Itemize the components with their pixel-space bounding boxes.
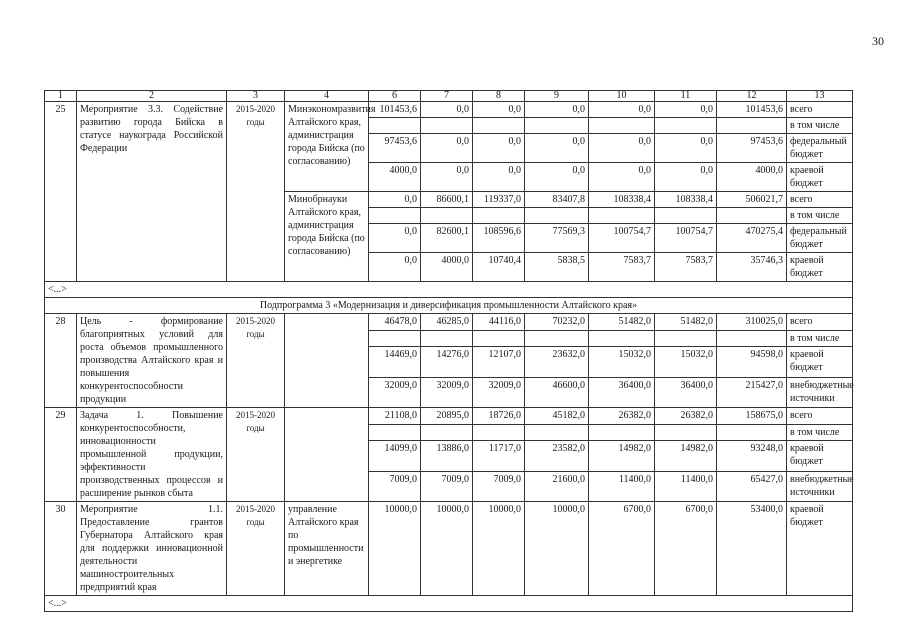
- value-cell: 215427,0: [717, 377, 787, 407]
- budget-source-cell: всего: [787, 408, 853, 425]
- budget-source-cell: внебюджетные источники: [787, 471, 853, 501]
- value-cell: [717, 330, 787, 347]
- value-cell: 7009,0: [369, 471, 421, 501]
- value-cell: 51482,0: [655, 314, 717, 331]
- budget-source-cell: краевой бюджет: [787, 502, 853, 596]
- value-cell: 108338,4: [589, 192, 655, 208]
- value-cell: 51482,0: [589, 314, 655, 331]
- header-cell: 7: [421, 91, 473, 102]
- value-cell: 0,0: [369, 192, 421, 208]
- value-cell: 5838,5: [525, 253, 589, 282]
- measure-name: Мероприятие 1.1. Предоставление грантов Губернатора Алтайского края для поддержки инновационной деятельности машиностроительных предприятий края: [77, 502, 227, 596]
- value-cell: [525, 330, 589, 347]
- value-cell: 36400,0: [589, 377, 655, 407]
- value-cell: 15032,0: [589, 347, 655, 377]
- budget-source-cell: краевой бюджет: [787, 347, 853, 377]
- value-cell: 11400,0: [655, 471, 717, 501]
- value-cell: 14982,0: [655, 441, 717, 471]
- value-cell: 14982,0: [589, 441, 655, 471]
- value-cell: 65427,0: [717, 471, 787, 501]
- value-cell: 0,0: [655, 163, 717, 192]
- value-cell: 12107,0: [473, 347, 525, 377]
- value-cell: [473, 118, 525, 134]
- value-cell: [717, 424, 787, 441]
- value-cell: 101453,6: [369, 102, 421, 118]
- value-cell: 119337,0: [473, 192, 525, 208]
- value-cell: 15032,0: [655, 347, 717, 377]
- value-cell: 0,0: [421, 102, 473, 118]
- budget-source-cell: в том числе: [787, 424, 853, 441]
- value-cell: 0,0: [421, 163, 473, 192]
- measure-name: Мероприятие 3.3. Содействие развитию города Бийска в статусе наукограда Российской Федерации: [77, 102, 227, 282]
- value-cell: 83407,8: [525, 192, 589, 208]
- value-cell: [655, 208, 717, 224]
- value-cell: 26382,0: [589, 408, 655, 425]
- value-cell: [473, 330, 525, 347]
- value-cell: [589, 118, 655, 134]
- value-cell: 7009,0: [473, 471, 525, 501]
- value-cell: 108338,4: [655, 192, 717, 208]
- header-cell: 10: [589, 91, 655, 102]
- value-cell: 10000,0: [525, 502, 589, 596]
- page-number: 30: [872, 34, 884, 48]
- value-cell: 0,0: [473, 102, 525, 118]
- executor: [285, 408, 369, 502]
- measure-name: Задача 1. Повышение конкурентоспособности, инновационности промышленной продукции, эффективности производственных процессов и расширение рынков сбыта: [77, 408, 227, 502]
- value-cell: 310025,0: [717, 314, 787, 331]
- value-cell: 0,0: [525, 163, 589, 192]
- period: 2015-2020 годы: [227, 502, 285, 596]
- ellipsis-row: [45, 282, 853, 298]
- value-cell: 0,0: [473, 134, 525, 163]
- value-cell: 35746,3: [717, 253, 787, 282]
- period: 2015-2020 годы: [227, 408, 285, 502]
- budget-source-cell: всего: [787, 314, 853, 331]
- value-cell: [525, 424, 589, 441]
- value-cell: 0,0: [421, 134, 473, 163]
- value-cell: [369, 118, 421, 134]
- value-cell: [589, 330, 655, 347]
- header-cell: 13: [787, 91, 853, 102]
- executor: Минэкономразвития Алтайского края, администрация города Бийска (по согласованию): [285, 102, 369, 192]
- header-cell: 6: [369, 91, 421, 102]
- value-cell: 10740,4: [473, 253, 525, 282]
- executor: [285, 314, 369, 408]
- row-number: 29: [45, 408, 77, 502]
- value-cell: 0,0: [369, 253, 421, 282]
- value-cell: 18726,0: [473, 408, 525, 425]
- value-cell: 14276,0: [421, 347, 473, 377]
- value-cell: 32009,0: [369, 377, 421, 407]
- header-row: [45, 91, 853, 102]
- value-cell: 4000,0: [369, 163, 421, 192]
- budget-source-cell: всего: [787, 192, 853, 208]
- budget-source-cell: в том числе: [787, 208, 853, 224]
- value-cell: [525, 208, 589, 224]
- subprogram-row: [45, 298, 853, 314]
- value-cell: 53400,0: [717, 502, 787, 596]
- value-cell: [473, 424, 525, 441]
- value-cell: 4000,0: [717, 163, 787, 192]
- header-cell: 9: [525, 91, 589, 102]
- value-cell: [421, 330, 473, 347]
- value-cell: 46600,0: [525, 377, 589, 407]
- value-cell: [421, 424, 473, 441]
- value-cell: 14469,0: [369, 347, 421, 377]
- value-cell: 100754,7: [655, 224, 717, 253]
- value-cell: 10000,0: [421, 502, 473, 596]
- table-row: [45, 502, 853, 596]
- value-cell: 36400,0: [655, 377, 717, 407]
- value-cell: 470275,4: [717, 224, 787, 253]
- value-cell: 23582,0: [525, 441, 589, 471]
- value-cell: 93248,0: [717, 441, 787, 471]
- period: 2015-2020 годы: [227, 314, 285, 408]
- budget-source-cell: краевой бюджет: [787, 441, 853, 471]
- value-cell: 86600,1: [421, 192, 473, 208]
- value-cell: 0,0: [589, 134, 655, 163]
- measure-name: Цель - формирование благоприятных условий для роста объемов промышленного производства Алтайского края и повышения конкурентоспособности продукции: [77, 314, 227, 408]
- value-cell: [655, 330, 717, 347]
- value-cell: 11717,0: [473, 441, 525, 471]
- value-cell: 46285,0: [421, 314, 473, 331]
- header-cell: 8: [473, 91, 525, 102]
- value-cell: 101453,6: [717, 102, 787, 118]
- value-cell: 82600,1: [421, 224, 473, 253]
- executor: управление Алтайского края по промышленности и энергетике: [285, 502, 369, 596]
- value-cell: 23632,0: [525, 347, 589, 377]
- value-cell: [369, 424, 421, 441]
- value-cell: 0,0: [655, 134, 717, 163]
- header-cell: 11: [655, 91, 717, 102]
- value-cell: [473, 208, 525, 224]
- value-cell: 6700,0: [589, 502, 655, 596]
- executor: Минобрнауки Алтайского края, администрация города Бийска (по согласованию): [285, 192, 369, 282]
- value-cell: 7009,0: [421, 471, 473, 501]
- row-number: 28: [45, 314, 77, 408]
- value-cell: 0,0: [525, 134, 589, 163]
- table-body: [45, 91, 853, 612]
- value-cell: 14099,0: [369, 441, 421, 471]
- ellipsis-row: [45, 596, 853, 612]
- value-cell: 11400,0: [589, 471, 655, 501]
- value-cell: [717, 118, 787, 134]
- value-cell: 44116,0: [473, 314, 525, 331]
- value-cell: 20895,0: [421, 408, 473, 425]
- value-cell: 0,0: [473, 163, 525, 192]
- value-cell: [655, 424, 717, 441]
- value-cell: 94598,0: [717, 347, 787, 377]
- ellipsis: <...>: [45, 596, 853, 612]
- table-row: [45, 102, 853, 118]
- value-cell: 506021,7: [717, 192, 787, 208]
- value-cell: [369, 330, 421, 347]
- header-cell: 2: [77, 91, 227, 102]
- value-cell: 70232,0: [525, 314, 589, 331]
- budget-source-cell: федеральный бюджет: [787, 134, 853, 163]
- budget-source-cell: в том числе: [787, 118, 853, 134]
- value-cell: [589, 424, 655, 441]
- value-cell: [369, 208, 421, 224]
- budget-source-cell: внебюджетные источники: [787, 377, 853, 407]
- budget-table: [44, 90, 853, 612]
- ellipsis: <...>: [45, 282, 853, 298]
- value-cell: 45182,0: [525, 408, 589, 425]
- value-cell: 0,0: [525, 102, 589, 118]
- header-cell: 3: [227, 91, 285, 102]
- value-cell: [717, 208, 787, 224]
- table-row: [45, 314, 853, 331]
- row-number: 30: [45, 502, 77, 596]
- value-cell: 6700,0: [655, 502, 717, 596]
- value-cell: 7583,7: [589, 253, 655, 282]
- value-cell: [421, 208, 473, 224]
- value-cell: 108596,6: [473, 224, 525, 253]
- value-cell: 0,0: [589, 102, 655, 118]
- budget-source-cell: в том числе: [787, 330, 853, 347]
- value-cell: 7583,7: [655, 253, 717, 282]
- value-cell: 13886,0: [421, 441, 473, 471]
- value-cell: 0,0: [369, 224, 421, 253]
- subprogram-title: Подпрограмма 3 «Модернизация и диверсификация промышленности Алтайского края»: [45, 298, 853, 314]
- value-cell: 10000,0: [369, 502, 421, 596]
- period: 2015-2020 годы: [227, 102, 285, 282]
- value-cell: 21600,0: [525, 471, 589, 501]
- value-cell: 97453,6: [717, 134, 787, 163]
- header-cell: 4: [285, 91, 369, 102]
- value-cell: 77569,3: [525, 224, 589, 253]
- value-cell: 4000,0: [421, 253, 473, 282]
- value-cell: [421, 118, 473, 134]
- table-row: [45, 408, 853, 425]
- budget-source-cell: всего: [787, 102, 853, 118]
- value-cell: 32009,0: [421, 377, 473, 407]
- header-cell: 12: [717, 91, 787, 102]
- budget-source-cell: федеральный бюджет: [787, 224, 853, 253]
- value-cell: 0,0: [589, 163, 655, 192]
- value-cell: 32009,0: [473, 377, 525, 407]
- header-cell: 1: [45, 91, 77, 102]
- value-cell: 97453,6: [369, 134, 421, 163]
- value-cell: 0,0: [655, 102, 717, 118]
- value-cell: 158675,0: [717, 408, 787, 425]
- value-cell: [589, 208, 655, 224]
- row-number: 25: [45, 102, 77, 282]
- budget-source-cell: краевой бюджет: [787, 163, 853, 192]
- value-cell: [525, 118, 589, 134]
- budget-source-cell: краевой бюджет: [787, 253, 853, 282]
- value-cell: [655, 118, 717, 134]
- value-cell: 21108,0: [369, 408, 421, 425]
- value-cell: 46478,0: [369, 314, 421, 331]
- value-cell: 26382,0: [655, 408, 717, 425]
- value-cell: 100754,7: [589, 224, 655, 253]
- value-cell: 10000,0: [473, 502, 525, 596]
